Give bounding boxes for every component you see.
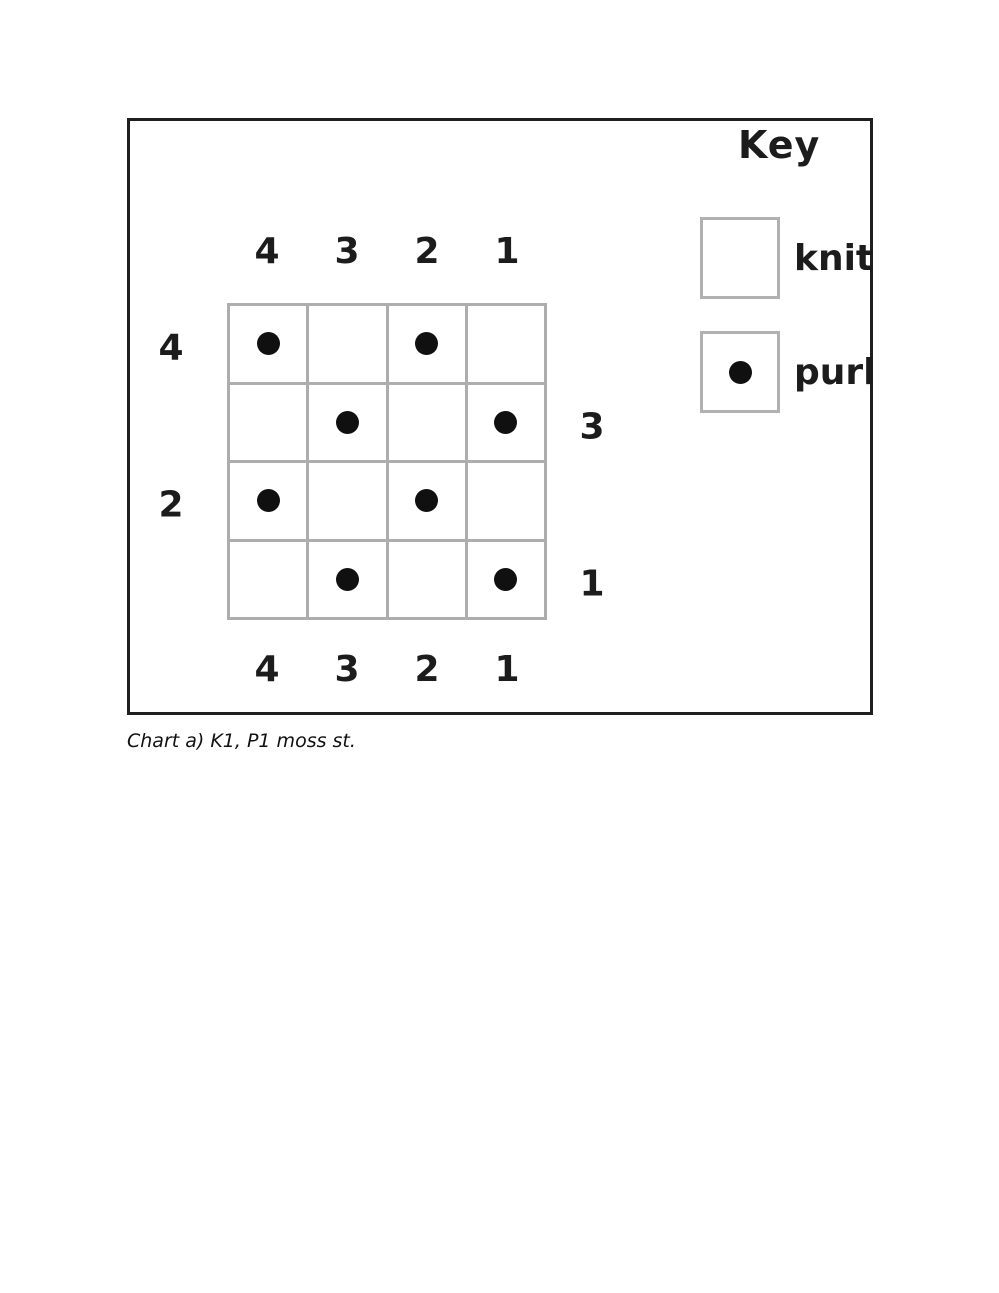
grid-cell-knit — [389, 385, 465, 461]
column-label: 4 — [254, 230, 280, 272]
key-title: Key — [738, 123, 821, 167]
row-label-right: 3 — [579, 406, 605, 447]
purl-dot-icon — [415, 332, 438, 355]
knit-square-icon — [700, 217, 780, 299]
grid-cell-purl — [309, 542, 385, 618]
column-labels-top — [227, 227, 547, 275]
grid-cell-knit — [468, 306, 544, 382]
key-item-purl — [700, 331, 876, 413]
row-label-right: 1 — [579, 563, 605, 604]
grid-cell-purl — [230, 463, 306, 539]
purl-dot-icon — [257, 489, 280, 512]
knitting-grid — [227, 303, 547, 620]
grid-cell-purl — [468, 385, 544, 461]
purl-dot-icon — [336, 411, 359, 434]
key-label-purl: purl — [794, 351, 876, 393]
column-label: 3 — [334, 230, 360, 272]
column-labels-bottom — [227, 645, 547, 693]
purl-dot-icon — [257, 332, 280, 355]
purl-dot-icon — [494, 568, 517, 591]
column-label: 2 — [414, 648, 440, 690]
column-label: 2 — [414, 230, 440, 272]
grid-cell-knit — [309, 306, 385, 382]
purl-square-icon — [700, 331, 780, 413]
row-label-left: 4 — [158, 327, 184, 369]
grid-cell-knit — [309, 463, 385, 539]
column-label: 4 — [254, 648, 280, 690]
grid-cell-purl — [389, 463, 465, 539]
row-label-left: 2 — [158, 484, 184, 526]
grid-cell-knit — [230, 385, 306, 461]
grid-cell-purl — [309, 385, 385, 461]
grid-cell-knit — [230, 542, 306, 618]
column-label: 3 — [334, 648, 360, 690]
grid-cell-purl — [230, 306, 306, 382]
key-item-knit — [700, 217, 873, 299]
figure-caption: Chart a) K1, P1 moss st. — [127, 730, 356, 752]
column-label: 1 — [494, 648, 520, 690]
key-label-knit: knit — [794, 237, 874, 279]
purl-dot-icon — [415, 489, 438, 512]
purl-dot-icon — [494, 411, 517, 434]
figure-frame — [127, 118, 876, 715]
column-label: 1 — [494, 230, 520, 272]
grid-cell-knit — [389, 542, 465, 618]
grid-cell-knit — [468, 463, 544, 539]
grid-cell-purl — [389, 306, 465, 382]
purl-dot-icon — [336, 568, 359, 591]
grid-cell-purl — [468, 542, 544, 618]
purl-dot-icon — [729, 361, 752, 384]
